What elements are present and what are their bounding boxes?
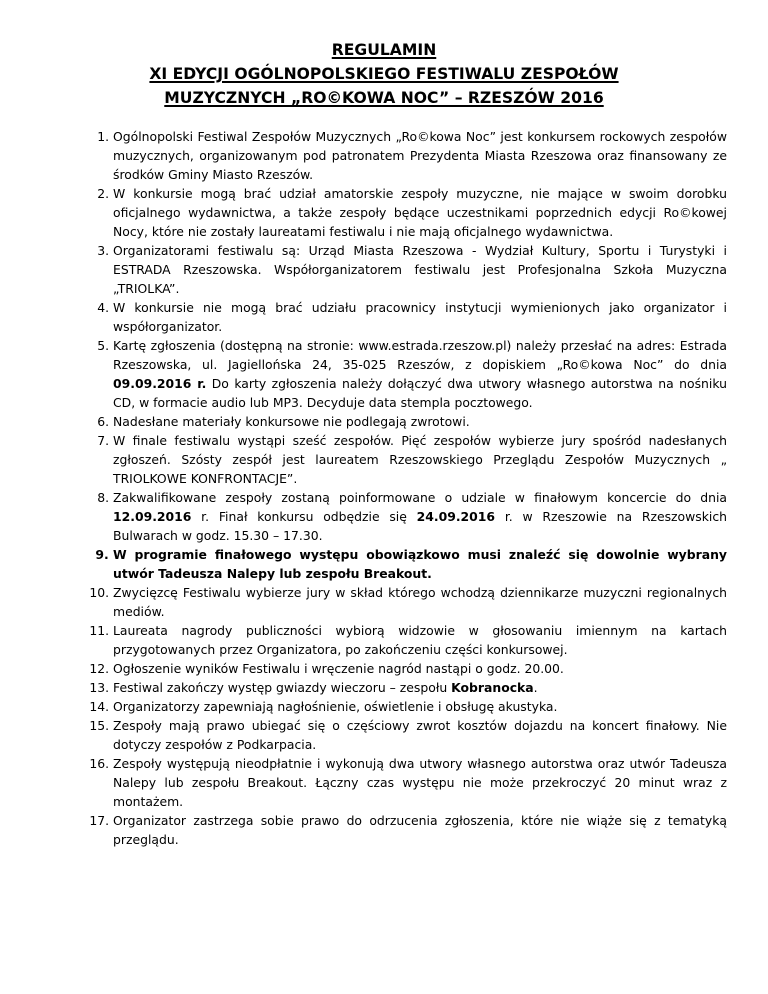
document-title	[0, 38, 768, 110]
rule-8-text-c: r. w Rzeszowie na Rzeszowskich Bulwarach w godz. 15.30 – 17.30.	[113, 509, 727, 543]
rule-11-text: Laureata nagrody publiczności wybiorą widzowie w głosowaniu imiennym na kartach przygotowanych przez Organizatora, po zakończeniu części konkursowej.	[113, 623, 727, 657]
rule-17	[113, 811, 727, 849]
rule-13-text-b: .	[533, 680, 538, 695]
rule-14	[113, 697, 727, 716]
title-line-2: XI EDYCJI OGÓLNOPOLSKIEGO FESTIWALU ZESPOŁÓW	[149, 65, 619, 83]
rule-4-text: W konkursie nie mogą brać udziału pracownicy instytucji wymienionych jako organizator i współorganizator.	[113, 300, 727, 334]
rule-4	[113, 298, 727, 336]
rule-2-text: W konkursie mogą brać udział amatorskie zespoły muzyczne, nie mające w swoim dorobku oficjalnego wydawnictwa, a także zespoły będące uczestnikami poprzednich edycji Ro©kowej Nocy, które nie zostały laureatami festiwalu i nie mają oficjalnego wydawnictwa.	[113, 186, 727, 239]
rules-list	[80, 127, 727, 849]
rule-12	[113, 659, 727, 678]
rule-5-text-a: Kartę zgłoszenia (dostępną na stronie: www.estrada.rzeszow.pl) należy przesłać na adres: Estrada Rzeszowska, ul. Jagiellońska 24, 35-025 Rzeszów, z dopiskiem „Ro©kowa Noc” do dnia	[113, 338, 727, 372]
rule-8-text-b: r. Finał konkursu odbędzie się	[191, 509, 417, 524]
rule-8-text-a: Zakwalifikowane zespoły zostaną poinformowane o udziale w finałowym koncercie do dnia	[113, 490, 727, 505]
rule-3	[113, 241, 727, 298]
rule-15	[113, 716, 727, 754]
rule-7-text: W finale festiwalu wystąpi sześć zespołów. Pięć zespołów wybierze jury spośród nadesłanych zgłoszeń. Szósty zespół jest laureatem Rzeszowskiego Przeglądu Zespołów Muzycznych „ TRIOLKOWE KONFRONTACJE”.	[113, 433, 727, 486]
rule-12-text: Ogłoszenie wyników Festiwalu i wręczenie nagród nastąpi o godz. 20.00.	[113, 661, 564, 676]
rule-13	[113, 678, 727, 697]
rule-3-text: Organizatorami festiwalu są: Urząd Miasta Rzeszowa - Wydział Kultury, Sportu i Turystyki i ESTRADA Rzeszowska. Współorganizatorem festiwalu jest Profesjonalna Szkoła Muzyczna „TRIOLKA”.	[113, 243, 727, 296]
rule-16-text: Zespoły występują nieodpłatnie i wykonują dwa utwory własnego autorstwa oraz utwór Tadeusza Nalepy lub zespołu Breakout. Łączny czas występu nie może przekroczyć 20 minut wraz z montażem.	[113, 756, 727, 809]
rule-2	[113, 184, 727, 241]
rule-8-date-1: 12.09.2016	[113, 509, 192, 524]
rule-16	[113, 754, 727, 811]
rule-8	[113, 488, 727, 545]
rule-10	[113, 583, 727, 621]
rule-17-text: Organizator zastrzega sobie prawo do odrzucenia zgłoszenia, które nie wiąże się z tematyką przeglądu.	[113, 813, 727, 847]
rule-9	[113, 545, 727, 583]
rule-11	[113, 621, 727, 659]
rule-14-text: Organizatorzy zapewniają nagłośnienie, oświetlenie i obsługę akustyka.	[113, 699, 558, 714]
rule-10-text: Zwycięzcę Festiwalu wybierze jury w skład którego wchodzą dziennikarze muzyczni regionalnych mediów.	[113, 585, 727, 619]
rule-6	[113, 412, 727, 431]
rule-5	[113, 336, 727, 412]
rule-8-date-2: 24.09.2016	[416, 509, 496, 524]
rule-7	[113, 431, 727, 488]
rule-5-deadline: 09.09.2016 r.	[113, 376, 207, 391]
rule-13-band: Kobranocka	[451, 680, 534, 695]
rule-1	[113, 127, 727, 184]
rule-13-text-a: Festiwal zakończy występ gwiazdy wieczoru – zespołu	[113, 680, 452, 695]
title-line-1: REGULAMIN	[331, 41, 437, 59]
rule-9-text: W programie finałowego występu obowiązkowo musi znaleźć się dowolnie wybrany utwór Tadeusza Nalepy lub zespołu Breakout.	[113, 547, 727, 581]
rule-5-text-b: Do karty zgłoszenia należy dołączyć dwa utwory własnego autorstwa na nośniku CD, w formacie audio lub MP3. Decyduje data stempla pocztowego.	[113, 376, 728, 410]
rule-6-text: Nadesłane materiały konkursowe nie podlegają zwrotowi.	[113, 414, 470, 429]
rule-15-text: Zespoły mają prawo ubiegać się o częściowy zwrot kosztów dojazdu na koncert finałowy. Nie dotyczy zespołów z Podkarpacia.	[113, 718, 727, 752]
rule-1-text: Ogólnopolski Festiwal Zespołów Muzycznych „Ro©kowa Noc” jest konkursem rockowych zespołów muzycznych, organizowanym pod patronatem Prezydenta Miasta Rzeszowa oraz finansowany ze środków Gminy Miasto Rzeszów.	[113, 129, 727, 182]
title-line-3: MUZYCZNYCH „RO©KOWA NOC” – RZESZÓW 2016	[164, 89, 604, 107]
